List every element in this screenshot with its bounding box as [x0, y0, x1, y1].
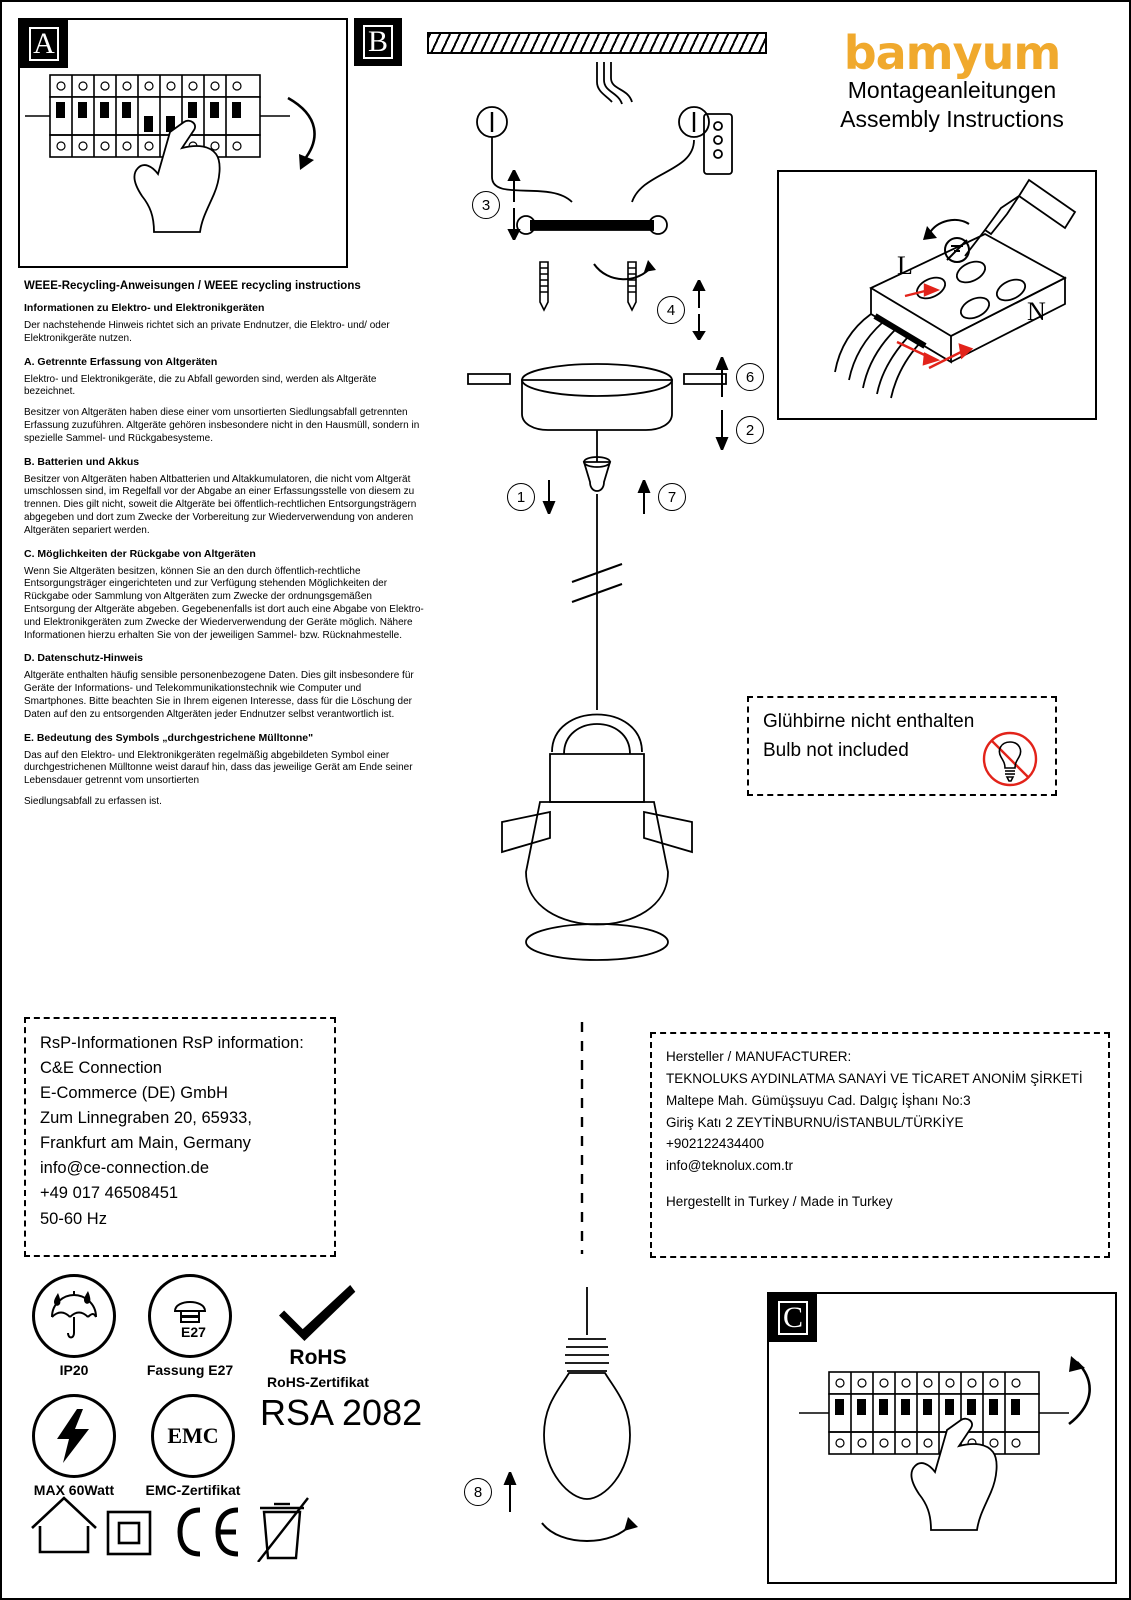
rsp-phone: +49 017 46508451: [40, 1184, 179, 1203]
panel-a-letter: A: [20, 20, 68, 68]
e27-text: E27: [181, 1324, 206, 1340]
emc-mark: EMC: [167, 1423, 219, 1448]
no-bulb-icon: [979, 728, 1041, 790]
manufacturer-address-1: Maltepe Mah. Gümüşsuyu Cad. Dalgıç İşhanı No:3: [666, 1092, 971, 1108]
terminal-detail-illustration: [779, 172, 1095, 418]
step-2-number: 2: [736, 416, 764, 444]
brand-subtitle-de: Montageanleitungen: [847, 77, 1057, 103]
step-8-marker: [464, 1472, 518, 1512]
weee-title: WEEE-Recycling-Anweisungen / WEEE recycling instructions: [24, 280, 361, 292]
step-2-arrow: [714, 410, 730, 450]
rsp-line-2: C&E Connection: [40, 1059, 162, 1078]
panel-a-circuit-breaker-off: [18, 18, 348, 268]
bulb-install-diagram: [472, 1287, 702, 1587]
step-8-number: 8: [464, 1478, 492, 1506]
weee-section-b-p1: Besitzer von Altgeräten haben Altbatterien und Altakkumulatoren, die nicht vom Altgerät umschlossen sind, im Regelfall vor der Abgabe an einer Erfassungsstelle von diesem zu trennen. Dies gilt nicht, soweit die Altgeräte bei öffentlich-rechtlichen Entsorgungsträgern abgegeben und dort zum Zwecke der Vorbereitung zur Wiederverwendung von anderen Altgeräten separiert werden.: [24, 473, 417, 536]
lightning-bolt-icon: [51, 1407, 97, 1465]
weee-section-c-heading: C. Möglichkeiten der Rückgabe von Altgeräten: [24, 547, 256, 560]
rotate-arrow-canopy: [590, 258, 656, 288]
step-7-arrow: [636, 480, 652, 514]
emc-caption: EMC-Zertifikat: [145, 1482, 241, 1498]
weee-section-c-p1: Wenn Sie Altgeräten besitzen, können Sie an den durch öffentlich-rechtliche Entsorgungsträger eingerichteten und zur Verfügung stehenden Möglichkeiten der Rückgabe oder Sammlung von Altgeräten zum Zwecke der ordnungsgemäßen Entsorgung der Altgeräte abgeben. Gegebenenfalls ist dort auch eine Abgabe von Elektro- und Elektronikgeräten zum Zwecke der Wiederverwendung der Geräte möglich. Nähere Informationen hierzu erhalten Sie von der jeweiligen Sammel- bzw. Rücknahmestelle.: [24, 565, 424, 641]
panel-c-circuit-breaker-on: [767, 1292, 1117, 1584]
weee-section-d-heading: D. Datenschutz-Hinweis: [24, 652, 144, 665]
manufacturer-heading: Hersteller / MANUFACTURER:: [666, 1049, 852, 1064]
panel-b-letter-wrap: [354, 18, 402, 66]
panel-c-letter: C: [769, 1294, 817, 1342]
bulb-socket-icon: [159, 1285, 221, 1347]
ip20-caption: IP20: [59, 1362, 89, 1378]
weee-section-a-heading: A. Getrennte Erfassung von Altgeräten: [24, 355, 218, 368]
checkmark-icon: [279, 1276, 357, 1350]
step-4-arrows: [691, 280, 707, 340]
manufacturer-address-2: Giriş Katı 2 ZEYTİNBURNU/İSTANBUL/TÜRKİYE: [666, 1114, 964, 1130]
weee-recycling-section: [24, 280, 424, 817]
panel-a-illustration: [20, 20, 346, 266]
step-3-number: 3: [472, 191, 500, 219]
brand-logo-text: bamyum: [843, 26, 1061, 80]
step-3-marker: [472, 170, 522, 240]
step-2-marker: [714, 410, 764, 450]
step-7-marker: [636, 480, 686, 514]
bulb-install-svg: [472, 1287, 702, 1587]
emc-icon: [151, 1394, 235, 1478]
step-1-arrow: [541, 480, 557, 514]
step-6-arrow: [714, 357, 730, 397]
bulb-notice-en: Bulb not included: [763, 739, 909, 761]
rsp-email: info@ce-connection.de: [40, 1159, 210, 1178]
manufacturer-origin: Hergestellt in Turkey / Made in Turkey: [666, 1194, 893, 1210]
step-6-number: 6: [736, 363, 764, 391]
manufacturer-email: info@teknolux.com.tr: [666, 1158, 794, 1174]
rohs-mark: RoHS: [289, 1346, 347, 1369]
step-8-arrow: [502, 1472, 518, 1512]
weee-section-a-p1: Elektro- und Elektronikgeräte, die zu Abfall geworden sind, werden als Altgeräte bezeichnet.: [24, 373, 377, 398]
manufacturer-box: [650, 1032, 1110, 1258]
terminal-label-l: L: [897, 251, 913, 280]
weee-intro-text: Der nachstehende Hinweis richtet sich an private Endnutzer, die Elektro- und/ oder Elektronikgeräte nutzen.: [24, 320, 390, 344]
umbrella-drop-icon: [44, 1287, 104, 1345]
weee-intro-heading: Informationen zu Elektro- und Elektronikgeräten: [24, 302, 265, 314]
weee-section-e-p1: Das auf den Elektro- und Elektronikgeräten regelmäßig abgebildeten Symbol einer durchgestrichenen Mülltonne weist darauf hin, dass das jeweilige Gerät am Ende seiner Lebensdauer getrennt vom unsortierten: [24, 749, 413, 787]
ceiling-hatch: [427, 32, 767, 54]
step-4-marker: [657, 280, 707, 340]
bulb-notice-de: Glühbirne nicht enthalten: [763, 711, 975, 732]
weee-section-a-p2: Besitzer von Altgeräten haben diese einer vom unsortierten Siedlungsabfall getrennten Erfassung zuzuführen. Altgeräte gehören insbesondere nicht in den Hausmüll, sondern in spezielle Sammel- und Rückgabesysteme.: [24, 407, 420, 444]
socket-caption: Fassung E27: [146, 1362, 234, 1378]
step-1-marker: [507, 480, 557, 514]
model-number: RSA 2082: [260, 1392, 423, 1433]
max-watt-icon: [32, 1394, 116, 1478]
symbol-row: [24, 1482, 384, 1562]
rsp-line-5: Frankfurt am Main, Germany: [40, 1134, 251, 1153]
brand-subtitle-en: Assembly Instructions: [840, 105, 1064, 132]
rsp-line-1: RsP-Informationen RsP information:: [40, 1034, 304, 1052]
rohs-caption: RoHS-Zertifikat: [267, 1374, 369, 1390]
manufacturer-phone: +902122434400: [666, 1136, 764, 1152]
ip20-icon: [32, 1274, 116, 1358]
rsp-frequency: 50-60 Hz: [40, 1209, 107, 1228]
rohs-icon: [279, 1274, 357, 1352]
rsp-line-4: Zum Linnegraben 20, 65933,: [40, 1109, 252, 1128]
weee-section-e-heading: E. Bedeutung des Symbols „durchgestrichene Mülltonne": [24, 731, 314, 744]
max-watt-caption: MAX 60Watt: [33, 1482, 115, 1498]
cert-ip20: [26, 1274, 122, 1378]
panel-b-letter: B: [354, 18, 402, 66]
weee-section-d-p1: Altgeräte enthalten häufig sensible personenbezogene Daten. Dies gilt insbesondere für Geräte der Informations- und Telekommunikationstechnik wie Computer und Smartphones. Bitte beachten Sie in Ihrem eigenen Interesse, dass für die Löschung der Daten auf den zu entsorgenden Altgeräten jeder Endnutzer selbst verantwortlich ist.: [24, 670, 414, 720]
weee-section-b-heading: B. Batterien und Akkus: [24, 455, 140, 468]
manufacturer-spacer: [666, 1177, 1094, 1191]
terminal-wiring-detail: [777, 170, 1097, 420]
brand-block: [802, 26, 1102, 134]
bulb-not-included-notice: [747, 696, 1057, 796]
step-6-marker: [714, 357, 764, 397]
rsp-line-3: E-Commerce (DE) GmbH: [40, 1084, 228, 1103]
terminal-label-n: N: [1027, 297, 1046, 326]
symbol-row-icons: [24, 1482, 384, 1562]
cert-socket-e27: [130, 1274, 250, 1378]
panel-c-illustration: [769, 1294, 1115, 1582]
step-7-number: 7: [658, 483, 686, 511]
cert-rohs: [258, 1274, 378, 1390]
e27-socket-icon: [148, 1274, 232, 1358]
step-3-arrows: [506, 170, 522, 240]
weee-section-e-p2: Siedlungsabfall zu erfassen ist.: [24, 795, 162, 807]
section-divider: [580, 1022, 584, 1254]
rsp-information-box: [24, 1017, 336, 1257]
manufacturer-company: TEKNOLUKS AYDINLATMA SANAYİ VE TİCARET ANONİM ŞİRKETİ: [666, 1070, 1083, 1086]
step-1-number: 1: [507, 483, 535, 511]
step-4-number: 4: [657, 296, 685, 324]
